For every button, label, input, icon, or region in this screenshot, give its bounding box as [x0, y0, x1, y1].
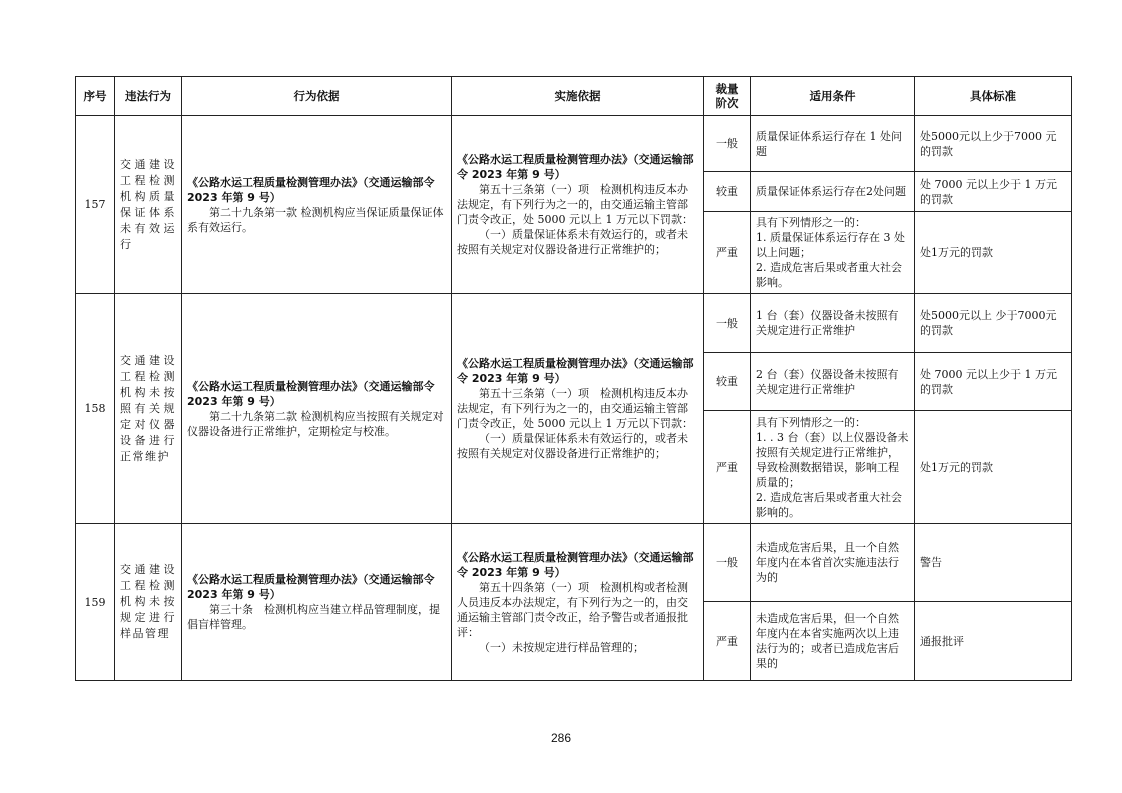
violation-cell: 交通建设工程检测机构未按照有关规定对仪器设备进行正常维护	[115, 294, 182, 524]
header-basis: 行为依据	[182, 77, 452, 116]
level-cell: 严重	[704, 411, 751, 524]
condition-cell	[751, 116, 915, 172]
basis-law: 《公路水运工程质量检测管理办法》（交通运输部令 2023 年第 9 号）	[187, 573, 435, 601]
penalty-table	[75, 76, 1072, 681]
header-level-line2: 阶次	[715, 96, 739, 110]
standard-cell: 处5000元以上少于7000 元的罚款	[915, 116, 1072, 172]
header-condition: 适用条件	[751, 77, 915, 116]
standard-cell: 警告	[915, 524, 1072, 602]
impl-text: 第五十四条第（一）项 检测机构或者检测人员违反本办法规定，有下列行为之一的，由交通运输主管部门责令改正，给予警告或者通报批评：	[457, 580, 688, 639]
basis-text: 第二十九条第一款 检测机构应当保证质量保证体系有效运行。	[187, 205, 444, 234]
header-level	[704, 77, 751, 116]
basis-text: 第三十条 检测机构应当建立样品管理制度，提倡盲样管理。	[187, 603, 440, 631]
page-number: 286	[550, 731, 572, 745]
table-row	[76, 524, 1072, 602]
impl-text: 第五十三条第（一）项 检测机构违反本办法规定，有下列行为之一的，由交通运输主管部门责令改正，处 5000 元以上 1 万元以下罚款：	[457, 387, 693, 430]
standard-cell: 处1万元的罚款	[915, 411, 1072, 524]
row-number: 159	[76, 524, 115, 681]
header-implementation: 实施依据	[452, 77, 704, 116]
impl-text: 第五十三条第（一）项 检测机构违反本办法规定，有下列行为之一的，由交通运输主管部门责令改正，处 5000 元以上 1 万元以下罚款：	[457, 183, 693, 226]
condition-line: 具有下列情形之一的：	[756, 415, 866, 429]
header-row	[76, 77, 1072, 116]
condition-line: 质量保证体系运行存在 1 处问题	[756, 129, 902, 158]
implementation-cell	[452, 116, 704, 294]
impl-item: （一）未按规定进行样品管理的；	[479, 640, 644, 654]
condition-line: 2 台（套）仪器设备未按照有关规定进行正常维护	[756, 367, 899, 396]
condition-cell	[751, 602, 915, 681]
condition-cell	[751, 524, 915, 602]
row-number: 158	[76, 294, 115, 524]
basis-cell	[182, 294, 452, 524]
impl-item: （一）质量保证体系未有效运行的，或者未按照有关规定对仪器设备进行正常维护的；	[457, 228, 688, 256]
row-number: 157	[76, 116, 115, 294]
impl-item: （一）质量保证体系未有效运行的，或者未按照有关规定对仪器设备进行正常维护的；	[457, 432, 688, 460]
level-cell: 一般	[704, 116, 751, 172]
impl-law: 《公路水运工程质量检测管理办法》（交通运输部令 2023 年第 9 号）	[457, 357, 694, 385]
header-level-line1: 裁量	[715, 82, 739, 96]
condition-line: 1 台（套）仪器设备未按照有关规定进行正常维护	[756, 309, 899, 337]
condition-cell	[751, 411, 915, 524]
violation-cell: 交通建设工程检测机构未按规定进行样品管理	[115, 524, 182, 681]
basis-law: 《公路水运工程质量检测管理办法》（交通运输部令 2023 年第 9 号）	[187, 175, 435, 204]
condition-line: 未造成危害后果，且一个自然年度内在本省首次实施违法行为的	[756, 541, 899, 584]
basis-cell	[182, 116, 452, 294]
header-violation: 违法行为	[115, 77, 182, 116]
standard-cell: 处5000元以上 少于7000元的罚款	[915, 294, 1072, 353]
implementation-cell	[452, 524, 704, 681]
level-cell: 较重	[704, 353, 751, 411]
level-cell: 一般	[704, 524, 751, 602]
condition-line: 具有下列情形之一的：	[756, 216, 866, 229]
header-standard: 具体标准	[915, 77, 1072, 116]
condition-cell	[751, 353, 915, 411]
condition-cell	[751, 172, 915, 212]
condition-line: 1. . 3 台（套）以上仪器设备未按照有关规定进行正常维护，导致检测数据错误，影响工程质量的；	[756, 430, 909, 489]
basis-cell	[182, 524, 452, 681]
level-cell: 较重	[704, 172, 751, 212]
condition-line: 2. 造成危害后果或者重大社会影响的。	[756, 490, 902, 519]
level-cell: 严重	[704, 602, 751, 681]
basis-text: 第二十九条第二款 检测机构应当按照有关规定对仪器设备进行正常维护，定期检定与校准。	[187, 409, 444, 438]
impl-law: 《公路水运工程质量检测管理办法》（交通运输部令 2023 年第 9 号）	[457, 153, 694, 181]
condition-line: 1. 质量保证体系运行存在 3 处以上问题；	[756, 231, 905, 259]
condition-line: 质量保证体系运行存在2处问题	[756, 185, 906, 198]
standard-cell: 通报批评	[915, 602, 1072, 681]
impl-law: 《公路水运工程质量检测管理办法》（交通运输部令 2023 年第 9 号）	[457, 550, 694, 579]
header-no: 序号	[76, 77, 115, 116]
table-row	[76, 294, 1072, 353]
table-row	[76, 116, 1072, 172]
level-cell: 一般	[704, 294, 751, 353]
basis-law: 《公路水运工程质量检测管理办法》（交通运输部令 2023 年第 9 号）	[187, 379, 435, 408]
condition-cell	[751, 212, 915, 294]
condition-cell	[751, 294, 915, 353]
violation-cell: 交通建设工程检测机构质量保证体系未有效运行	[115, 116, 182, 294]
standard-cell: 处 7000 元以上少于 1 万元的罚款	[915, 353, 1072, 411]
level-cell: 严重	[704, 212, 751, 294]
condition-line: 未造成危害后果，但一个自然年度内在本省实施两次以上违法行为的；或者已造成危害后果的	[756, 612, 899, 670]
standard-cell: 处 7000 元以上少于 1 万元的罚款	[915, 172, 1072, 212]
standard-cell: 处1万元的罚款	[915, 212, 1072, 294]
condition-line: 2. 造成危害后果或者重大社会影响。	[756, 261, 902, 289]
implementation-cell	[452, 294, 704, 524]
